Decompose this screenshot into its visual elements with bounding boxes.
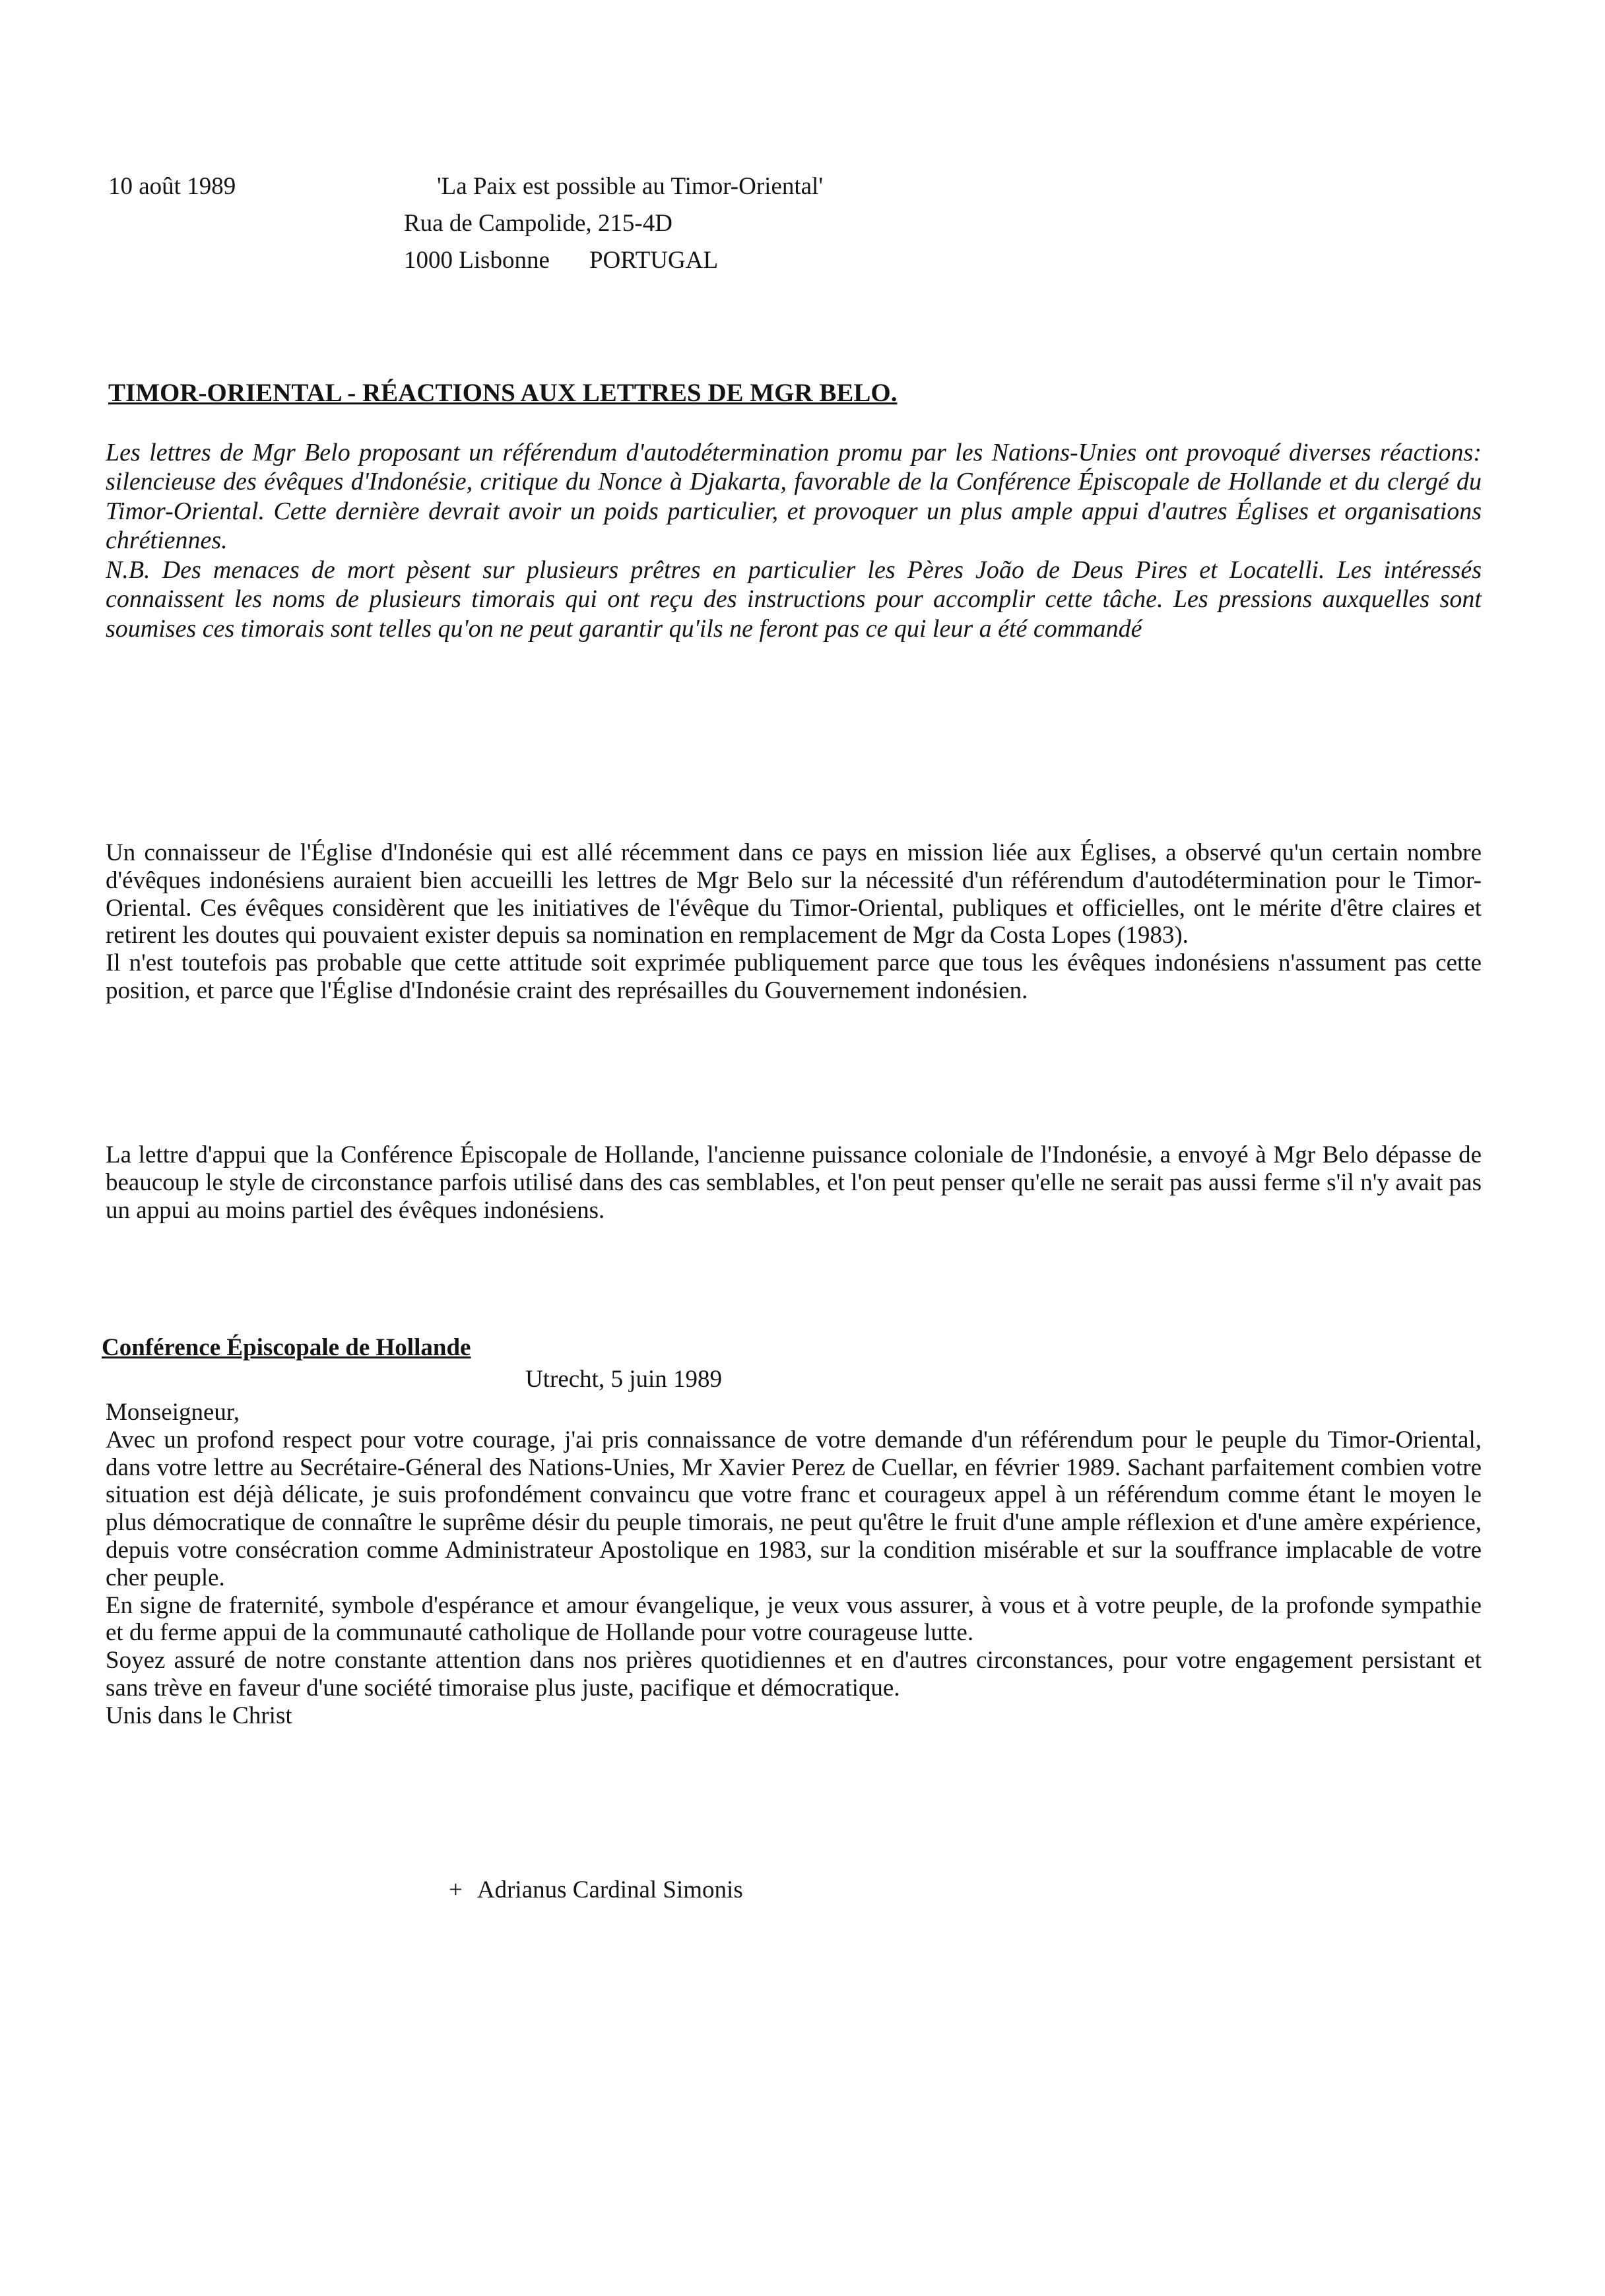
body-paragraph: Un connaisseur de l'Église d'Indonésie qui est allé récemment dans ce pays en mission liée aux Églises, a observé qu'un certain nombre d'évêques indonésiens auraient bien accueilli les lettres de Mgr Belo sur la nécessité d'un référendum d'autodétermination pour le Timor-Oriental. Ces évêques considèrent que les initiatives de l'évêque du Timor-Oriental, publiques et officielles, ont le mérite d'être claires et retirent les doutes qui pouvaient exister depuis sa nomination en remplacement de Mgr da Costa Lopes (1983).: [106, 839, 1482, 949]
intro-summary: [106, 438, 1482, 643]
address-line-city: [404, 247, 998, 274]
signature-name: Adrianus Cardinal Simonis: [476, 1876, 743, 1903]
body-section-1: [106, 839, 1482, 1005]
address-line-organization: 'La Paix est possible au Timor-Oriental': [437, 173, 824, 200]
cross-symbol: +: [449, 1876, 463, 1903]
body-paragraph: La lettre d'appui que la Conférence Épiscopale de Hollande, l'ancienne puissance coloniale de l'Indonésie, a envoyé à Mgr Belo dépasse de beaucoup le style de circonstance parfois utilisé dans des cas semblables, et l'on peut penser qu'elle ne serait pas aussi ferme s'il n'y avait pas un appui au moins partiel des évêques indonésiens.: [106, 1141, 1482, 1224]
intro-paragraph: Les lettres de Mgr Belo proposant un référendum d'autodétermination promu par les Nations-Unies ont provoqué diverses réactions: silencieuse des évêques d'Indonésie, critique du Nonce à Djakarta, favorable de la Conférence Épiscopale de Hollande et du clergé du Timor-Oriental. Cette dernière devrait avoir un poids particulier, et provoquer un plus ample appui d'autres Églises et organisations chrétiennes.: [106, 439, 1482, 555]
letter-body: [106, 1399, 1482, 1730]
document-title: TIMOR-ORIENTAL - RÉACTIONS AUX LETTRES DE MGR BELO.: [108, 379, 898, 407]
letter-place-date: Utrecht, 5 juin 1989: [525, 1366, 723, 1393]
body-section-2: [106, 1141, 1482, 1224]
address-line-street: Rua de Campolide, 215-4D: [404, 209, 672, 237]
letter-paragraph: En signe de fraternité, symbole d'espérance et amour évangelique, je veux vous assurer, à vous et à votre peuple, de la profonde sympathie et du ferme appui de la communauté catholique de Hollande pour votre courageuse lutte.: [106, 1591, 1482, 1647]
sender-address: [404, 173, 998, 283]
letter-paragraph: Avec un profond respect pour votre courage, j'ai pris connaissance de votre demande d'un référendum pour le peuple du Timor-Oriental, dans votre lettre au Secrétaire-Géneral des Nations-Unies, Mr Xavier Perez de Cuellar, en février 1989. Sachant parfaitement combien votre situation est déjà délicate, je suis profondément convaincu que votre franc et courageux appel à un référendum comme étant le moyen le plus démocratique de connaître le suprême désir du peuple timorais, ne peut qu'être le fruit d'une ample réflexion et d'une amère expérience, depuis votre consécration comme Administrateur Apostolique en 1983, sur la condition misérable et sur la souffrance implacable de votre cher peuple.: [106, 1426, 1482, 1591]
letter-closing: Unis dans le Christ: [106, 1702, 292, 1729]
letter-paragraph: Soyez assuré de notre constante attention dans nos prières quotidiennes et en d'autres circonstances, pour votre engagement persistant et sans trève en faveur d'une société timoraise plus juste, pacifique et démocratique.: [106, 1647, 1482, 1702]
body-paragraph: Il n'est toutefois pas probable que cette attitude soit exprimée publiquement parce que tous les évêques indonésiens n'assument pas cette position, et parce que l'Église d'Indonésie craint des représailles du Gouvernement indonésien.: [106, 949, 1482, 1004]
address-city: 1000 Lisbonne: [404, 246, 550, 274]
letter-signature: [449, 1876, 743, 1904]
intro-nb-paragraph: N.B. Des menaces de mort pèsent sur plusieurs prêtres en particulier les Pères João de Deus Pires et Locatelli. Les intéressés connaissent les noms de plusieurs timorais qui ont reçu des instructions pour accomplir cette tâche. Les pressions auxquelles sont soumises ces timorais sont telles qu'on ne peut garantir qu'ils ne feront pas ce qui leur a été commandé: [106, 556, 1482, 643]
document-date: 10 août 1989: [108, 173, 236, 200]
letter-heading: Conférence Épiscopale de Hollande: [102, 1334, 471, 1361]
letter-salutation: Monseigneur,: [106, 1399, 240, 1426]
address-country: PORTUGAL: [589, 246, 719, 274]
